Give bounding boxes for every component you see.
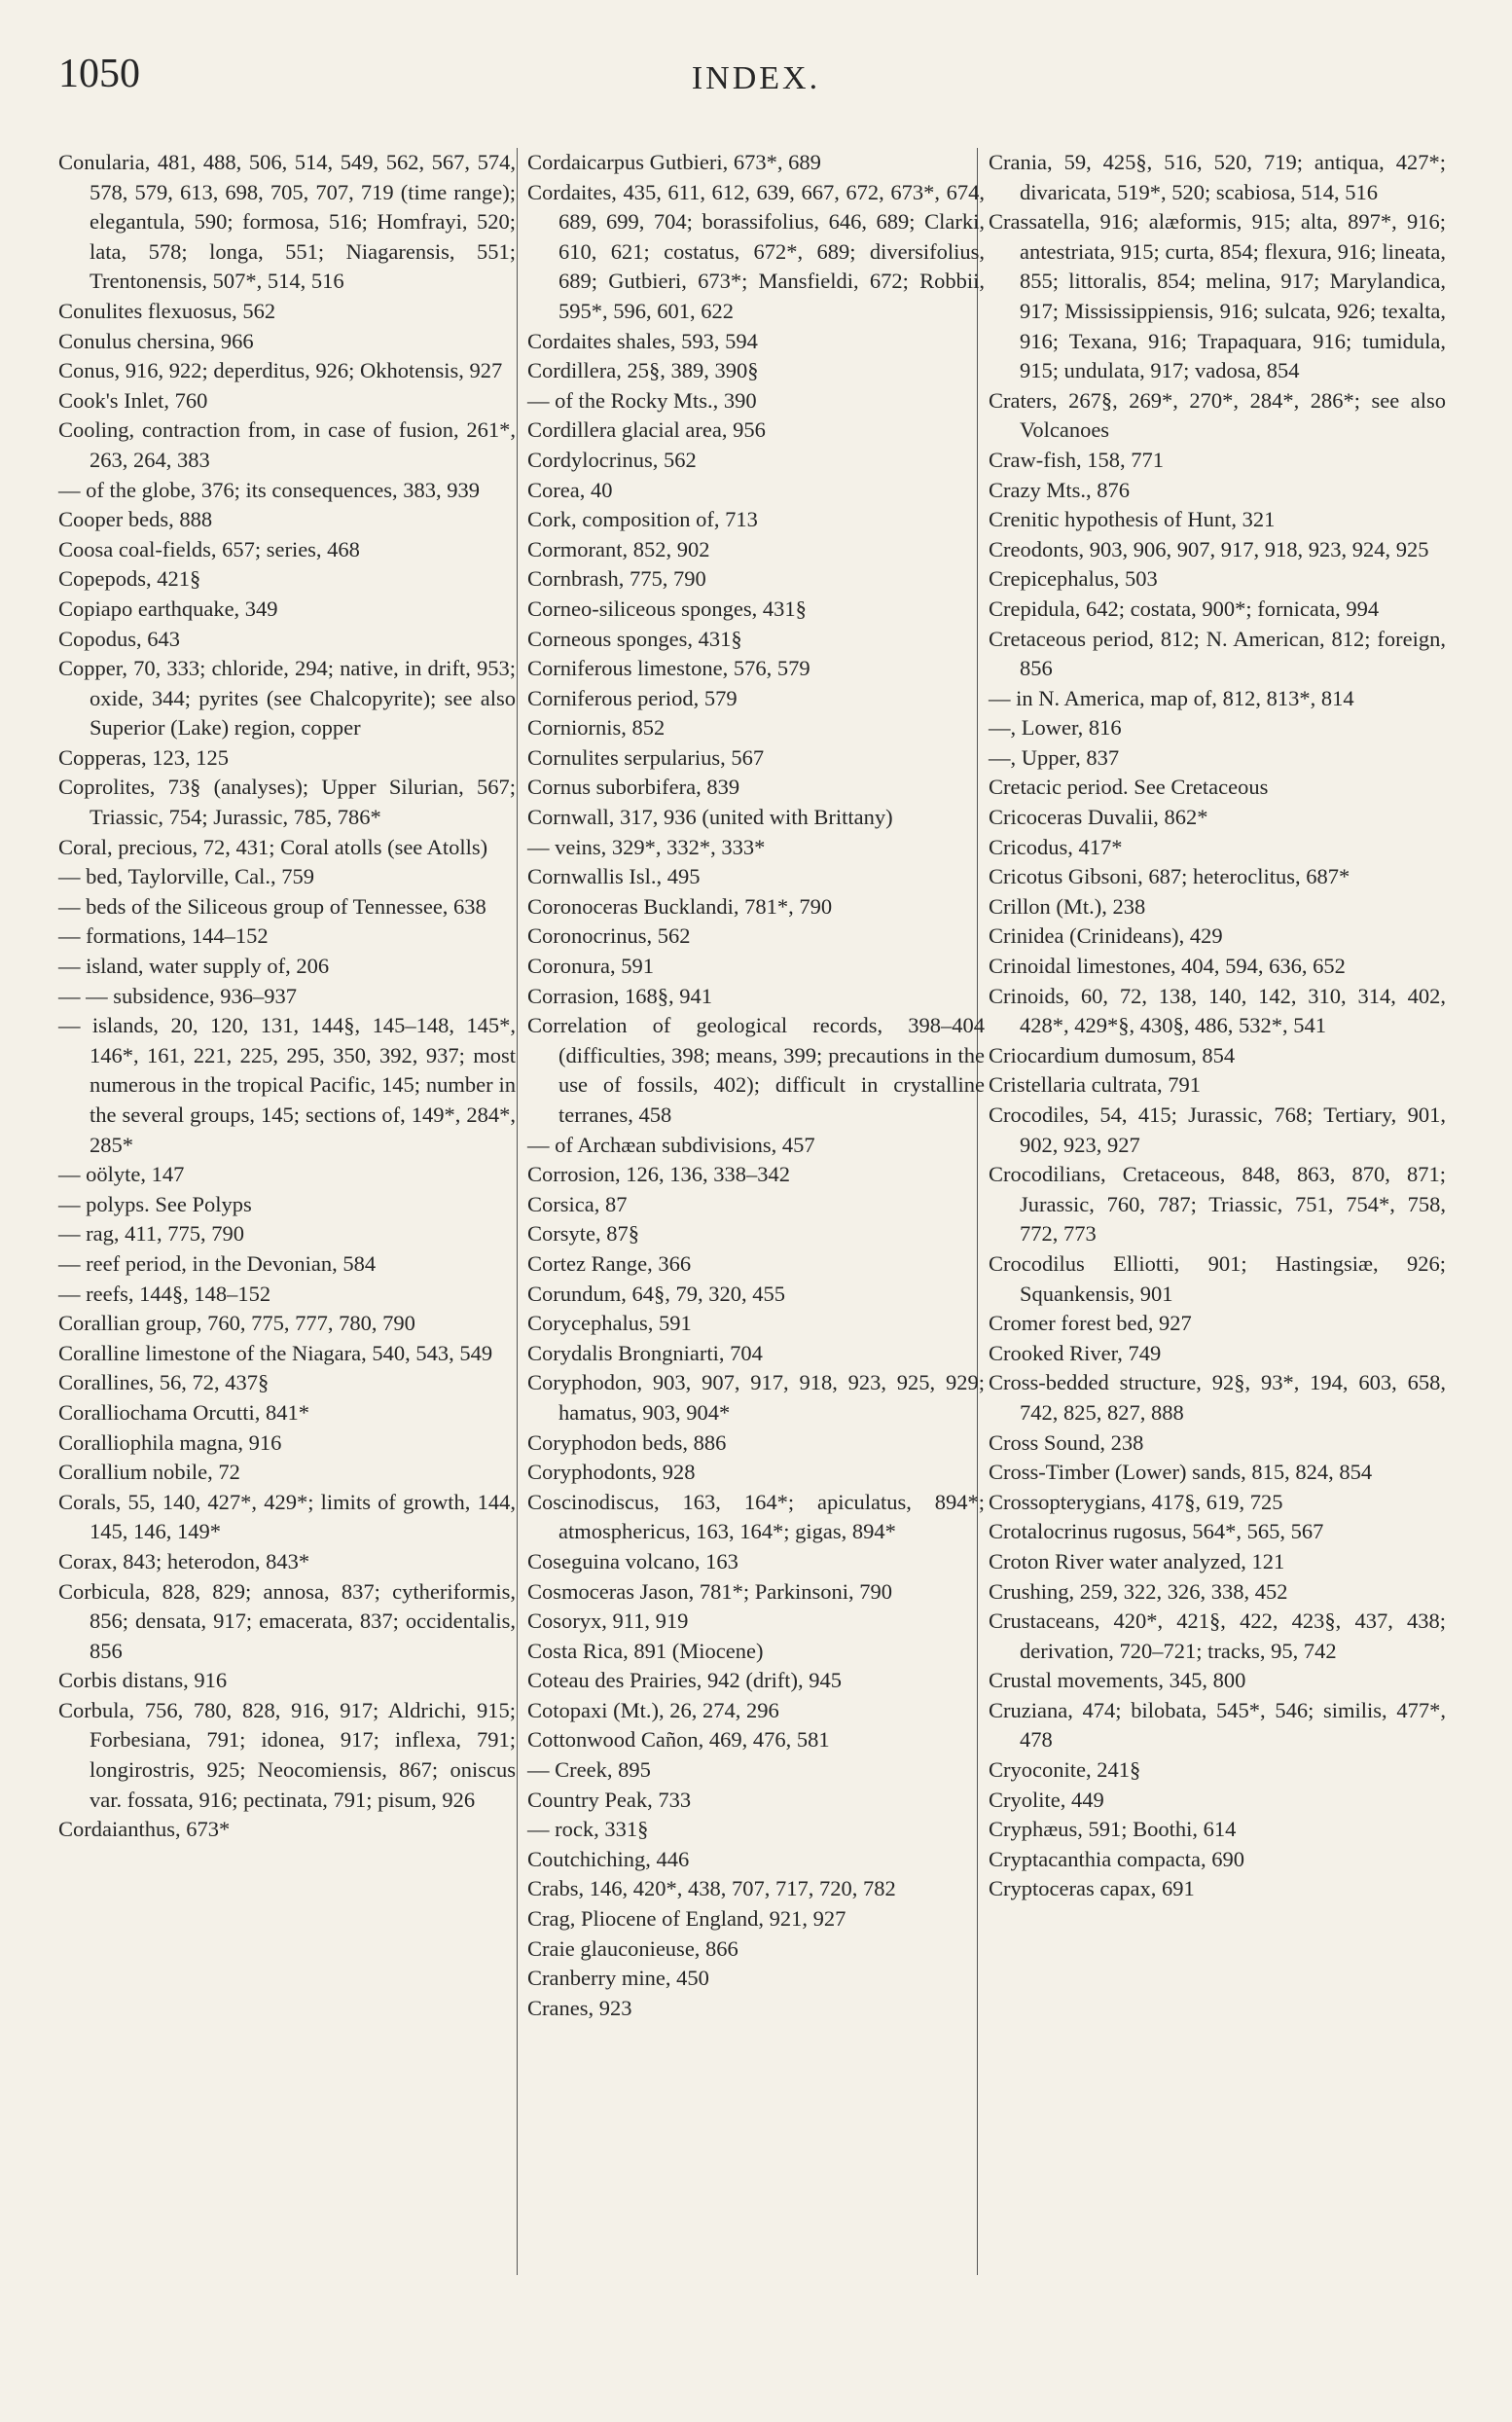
index-entry: Corax, 843; heterodon, 843* (58, 1548, 310, 1573)
index-entry: Cordaianthus, 673* (58, 1817, 231, 1842)
index-entry: Coralliophila magna, 916 (58, 1429, 282, 1455)
index-entry: Corea, 40 (527, 477, 613, 502)
index-entry: Cretacic period. See Cretaceous (989, 775, 1269, 800)
index-entry: Cross-bedded structure, 92§, 93*, 194, 603, 658, 742, 825, 827, 888 (989, 1370, 1446, 1425)
index-entry: Corneo-siliceous sponges, 431§ (527, 596, 807, 621)
index-entry: Cornwallis Isl., 495 (527, 864, 701, 889)
index-entry: Crinoidal limestones, 404, 594, 636, 652 (989, 954, 1346, 979)
page-number: 1050 (58, 52, 140, 96)
index-entry: Corydalis Brongniarti, 704 (527, 1340, 763, 1365)
index-entry: Cryptacanthia compacta, 690 (989, 1846, 1245, 1871)
index-entry: — beds of the Siliceous group of Tennessee, 638 (58, 893, 486, 919)
index-entry: Conulites flexuosus, 562 (58, 298, 276, 323)
index-entry: Cornbrash, 775, 790 (527, 566, 706, 592)
index-entry: Cotopaxi (Mt.), 26, 274, 296 (527, 1697, 779, 1722)
index-entry: Cricotus Gibsoni, 687; heteroclitus, 687* (989, 864, 1350, 889)
index-entry: — bed, Taylorville, Cal., 759 (58, 864, 314, 889)
index-entry: Crassatella, 916; alæformis, 915; alta, 897*, 916; antestriata, 915; curta, 854; flexura, 916; lineata, 855; littoralis, 854; melina, 917; Marylandica, 917; Mississippiensis, 916; sulcata, 926; texalta, 916; Texana, 916; Trapaquara, 916; tumidula, 915; undulata, 917; vadosa, 854 (989, 209, 1446, 383)
index-entry: Coryphodonts, 928 (527, 1460, 696, 1485)
index-entry: Cornus suborbifera, 839 (527, 775, 740, 800)
index-entry: Cornwall, 317, 936 (united with Brittany) (527, 805, 893, 830)
index-entry: Cranes, 923 (527, 1995, 632, 2020)
index-entry: Coteau des Prairies, 942 (drift), 945 (527, 1668, 843, 1693)
index-entry: Cordillera glacial area, 956 (527, 417, 766, 443)
index-entry: Coronura, 591 (527, 954, 654, 979)
index-entry: Cornulites serpularius, 567 (527, 744, 765, 770)
index-entry: Crazy Mts., 876 (989, 477, 1130, 502)
index-entry: Corbis distans, 916 (58, 1668, 228, 1693)
index-entry: Cooper beds, 888 (58, 507, 213, 532)
index-entry: Crotalocrinus rugosus, 564*, 565, 567 (989, 1519, 1324, 1544)
index-entry: — of the Rocky Mts., 390 (527, 387, 757, 413)
index-entry: Coryphodon, 903, 907, 917, 918, 923, 925, 929; hamatus, 903, 904* (527, 1370, 985, 1425)
index-entry: Criocardium dumosum, 854 (989, 1042, 1236, 1067)
index-entry: Corbula, 756, 780, 828, 916, 917; Aldrichi, 915; Forbesiana, 791; idonea, 917; inflexa, 791; longirostris, 925; Neocomiensis, 867; oniscus var. fossata, 916; pectinata, 791; pisum, 926 (58, 1697, 516, 1812)
index-entry: Cork, composition of, 713 (527, 507, 758, 532)
index-entry: Crania, 59, 425§, 516, 520, 719; antiqua, 427*; divaricata, 519*, 520; scabiosa, 514, 516 (989, 150, 1446, 204)
index-entry: — rock, 331§ (527, 1817, 649, 1842)
index-entry: Corniornis, 852 (527, 715, 666, 741)
index-entry: Crossopterygians, 417§, 619, 725 (989, 1489, 1283, 1514)
index-entry: Cosmoceras Jason, 781*; Parkinsoni, 790 (527, 1578, 892, 1604)
index-entry: Conus, 916, 922; deperditus, 926; Okhotensis, 927 (58, 358, 503, 383)
index-entry: — oölyte, 147 (58, 1162, 185, 1187)
index-entry: Conularia, 481, 488, 506, 514, 549, 562, 567, 574, 578, 579, 613, 698, 705, 707, 719 (time range); elegantula, 590; formosa, 516; Homfrayi, 520; lata, 578; longa, 551; Niagarensis, 551; Trentonensis, 507*, 514, 516 (58, 150, 516, 294)
index-entry: Copodus, 643 (58, 626, 181, 651)
index-entry: — Creek, 895 (527, 1757, 651, 1783)
index-entry: Cosoryx, 911, 919 (527, 1609, 689, 1634)
index-entry: Cortez Range, 366 (527, 1250, 692, 1276)
index-entry: Croton River water analyzed, 121 (989, 1548, 1285, 1573)
index-entry: — of Archæan subdivisions, 457 (527, 1132, 815, 1157)
index-entry: —, Upper, 837 (989, 744, 1120, 770)
index-entry: Costa Rica, 891 (Miocene) (527, 1638, 764, 1663)
index-entry: Corallines, 56, 72, 437§ (58, 1370, 270, 1395)
index-entry: Coscinodiscus, 163, 164*; apiculatus, 894*; atmosphericus, 163, 164*; gigas, 894* (527, 1489, 985, 1544)
index-entry: Conulus chersina, 966 (58, 328, 254, 353)
index-entry: Coronoceras Bucklandi, 781*, 790 (527, 893, 833, 919)
index-entry: Crooked River, 749 (989, 1340, 1162, 1365)
index-column-3 (989, 148, 1446, 1904)
index-entry: Copepods, 421§ (58, 566, 201, 592)
index-entry: — reefs, 144§, 148–152 (58, 1281, 271, 1306)
index-entry: Crag, Pliocene of England, 921, 927 (527, 1906, 846, 1932)
index-entry: Corrasion, 168§, 941 (527, 983, 712, 1008)
index-entry: Corallian group, 760, 775, 777, 780, 790 (58, 1311, 415, 1336)
running-head: INDEX. (691, 60, 821, 96)
index-column-2 (527, 148, 985, 2023)
index-entry: Cricodus, 417* (989, 834, 1123, 859)
index-entry: Corsyte, 87§ (527, 1221, 639, 1247)
index-entry: Crillon (Mt.), 238 (989, 893, 1146, 919)
index-entry: Corniferous period, 579 (527, 685, 738, 710)
index-entry: Corbicula, 828, 829; annosa, 837; cytheriformis, 856; densata, 917; emacerata, 837; occidentalis, 856 (58, 1578, 516, 1663)
index-entry: Cook's Inlet, 760 (58, 387, 208, 413)
index-entry: Corniferous limestone, 576, 579 (527, 656, 810, 681)
index-entry: Corneous sponges, 431§ (527, 626, 742, 651)
index-entry: Cruziana, 474; bilobata, 545*, 546; similis, 477*, 478 (989, 1697, 1446, 1753)
index-entry: Cordaites, 435, 611, 612, 639, 667, 672, 673*, 674, 689, 699, 704; borassifolius, 646, 689; Clarki, 610, 621; costatus, 672*, 689; diversifolius, 689; Gutbieri, 673*; Mansfieldi, 672; Robbii, 595*, 596, 601, 622 (527, 179, 985, 323)
index-entry: Coryphodon beds, 886 (527, 1429, 727, 1455)
index-entry: Cottonwood Cañon, 469, 476, 581 (527, 1727, 830, 1753)
index-entry: Cooling, contraction from, in case of fusion, 261*, 263, 264, 383 (58, 417, 516, 472)
index-entry: — — subsidence, 936–937 (58, 983, 297, 1008)
index-entry: Coprolites, 73§ (analyses); Upper Silurian, 567; Triassic, 754; Jurassic, 785, 786* (58, 775, 516, 830)
index-entry: Cricoceras Duvalii, 862* (989, 805, 1208, 830)
index-entry: Cordaicarpus Gutbieri, 673*, 689 (527, 150, 821, 174)
index-entry: Crinoids, 60, 72, 138, 140, 142, 310, 314, 402, 428*, 429*§, 430§, 486, 532*, 541 (989, 983, 1446, 1038)
index-entry: — in N. America, map of, 812, 813*, 814 (989, 685, 1354, 710)
index-entry: Cordylocrinus, 562 (527, 447, 697, 472)
index-entry: Cross Sound, 238 (989, 1429, 1144, 1455)
index-entry: Copperas, 123, 125 (58, 744, 229, 770)
index-entry: Cranberry mine, 450 (527, 1966, 709, 1991)
index-entry: Cordillera, 25§, 389, 390§ (527, 358, 759, 383)
index-entry: — island, water supply of, 206 (58, 954, 330, 979)
index-entry: Craie glauconieuse, 866 (527, 1935, 738, 1961)
index-entry: Crinidea (Crinideans), 429 (989, 923, 1223, 949)
index-entry: — rag, 411, 775, 790 (58, 1221, 245, 1247)
index-entry: Crocodiles, 54, 415; Jurassic, 768; Tertiary, 901, 902, 923, 927 (989, 1103, 1446, 1157)
index-entry: Crustal movements, 345, 800 (989, 1668, 1246, 1693)
index-entry: — polyps. See Polyps (58, 1191, 252, 1216)
index-entry: Crocodilians, Cretaceous, 848, 863, 870, 871; Jurassic, 760, 787; Triassic, 751, 754*, 758, 772, 773 (989, 1162, 1446, 1247)
index-entry: Corsica, 87 (527, 1191, 628, 1216)
index-entry: Coutchiching, 446 (527, 1846, 690, 1871)
index-entry: — reef period, in the Devonian, 584 (58, 1250, 377, 1276)
index-entry: Craters, 267§, 269*, 270*, 284*, 286*; see also Volcanoes (989, 387, 1446, 443)
index-entry: Cristellaria cultrata, 791 (989, 1072, 1202, 1098)
index-entry: — of the globe, 376; its consequences, 383, 939 (58, 477, 481, 502)
index-entry: Crepidula, 642; costata, 900*; fornicata, 994 (989, 596, 1380, 621)
index-entry: Corals, 55, 140, 427*, 429*; limits of growth, 144, 145, 146, 149* (58, 1489, 516, 1544)
index-entry: Cryptoceras capax, 691 (989, 1876, 1195, 1901)
index-entry: Cretaceous period, 812; N. American, 812; foreign, 856 (989, 626, 1446, 681)
index-entry: — veins, 329*, 332*, 333* (527, 834, 766, 859)
index-entry: Craw-fish, 158, 771 (989, 447, 1164, 472)
index-entry: Crocodilus Elliotti, 901; Hastingsiæ, 926; Squankensis, 901 (989, 1250, 1446, 1306)
index-entry: — islands, 20, 120, 131, 144§, 145–148, 145*, 146*, 161, 221, 225, 295, 350, 392, 937; most numerous in the tropical Pacific, 145; number in the several groups, 145; sections of, 149*, 284*, 285* (58, 1013, 516, 1157)
index-entry: Creodonts, 903, 906, 907, 917, 918, 923, 924, 925 (989, 536, 1429, 561)
index-entry: Cryoconite, 241§ (989, 1757, 1141, 1783)
index-entry: —, Lower, 816 (989, 715, 1122, 741)
index-entry: Cryphæus, 591; Boothi, 614 (989, 1817, 1237, 1842)
index-entry: Country Peak, 733 (527, 1787, 692, 1812)
column-rule-1 (517, 148, 518, 2275)
index-entry: — formations, 144–152 (58, 923, 269, 949)
index-entry: Coseguina volcano, 163 (527, 1548, 738, 1573)
index-entry: Crustaceans, 420*, 421§, 422, 423§, 437, 438; derivation, 720–721; tracks, 95, 742 (989, 1609, 1446, 1663)
index-entry: Crepicephalus, 503 (989, 566, 1158, 592)
index-entry: Cormorant, 852, 902 (527, 536, 710, 561)
index-entry: Corrosion, 126, 136, 338–342 (527, 1162, 790, 1187)
index-entry: Copper, 70, 333; chloride, 294; native, in drift, 953; oxide, 344; pyrites (see Chalcopyrite); see also Superior (Lake) region, copper (58, 656, 516, 741)
index-entry: Copiapo earthquake, 349 (58, 596, 278, 621)
index-entry: Coralline limestone of the Niagara, 540, 543, 549 (58, 1340, 493, 1365)
index-entry: Coosa coal-fields, 657; series, 468 (58, 536, 360, 561)
index-entry: Corycephalus, 591 (527, 1311, 692, 1336)
index-entry: Correlation of geological records, 398–404 (difficulties, 398; means, 399; precautions in the use of fossils, 402); difficult in crystalline terranes, 458 (527, 1013, 985, 1127)
index-entry: Coronocrinus, 562 (527, 923, 691, 949)
index-entry: Corundum, 64§, 79, 320, 455 (527, 1281, 786, 1306)
index-entry: Cross-Timber (Lower) sands, 815, 824, 854 (989, 1460, 1373, 1485)
index-entry: Cromer forest bed, 927 (989, 1311, 1192, 1336)
index-entry: Cryolite, 449 (989, 1787, 1104, 1812)
index-entry: Cordaites shales, 593, 594 (527, 328, 758, 353)
index-entry: Coralliochama Orcutti, 841* (58, 1399, 310, 1425)
index-entry: Corallium nobile, 72 (58, 1460, 240, 1485)
index-entry: Crushing, 259, 322, 326, 338, 452 (989, 1578, 1288, 1604)
index-entry: Coral, precious, 72, 431; Coral atolls (see Atolls) (58, 834, 488, 859)
index-entry: Crabs, 146, 420*, 438, 707, 717, 720, 782 (527, 1876, 896, 1901)
index-column-1 (58, 148, 516, 1845)
index-entry: Crenitic hypothesis of Hunt, 321 (989, 507, 1276, 532)
